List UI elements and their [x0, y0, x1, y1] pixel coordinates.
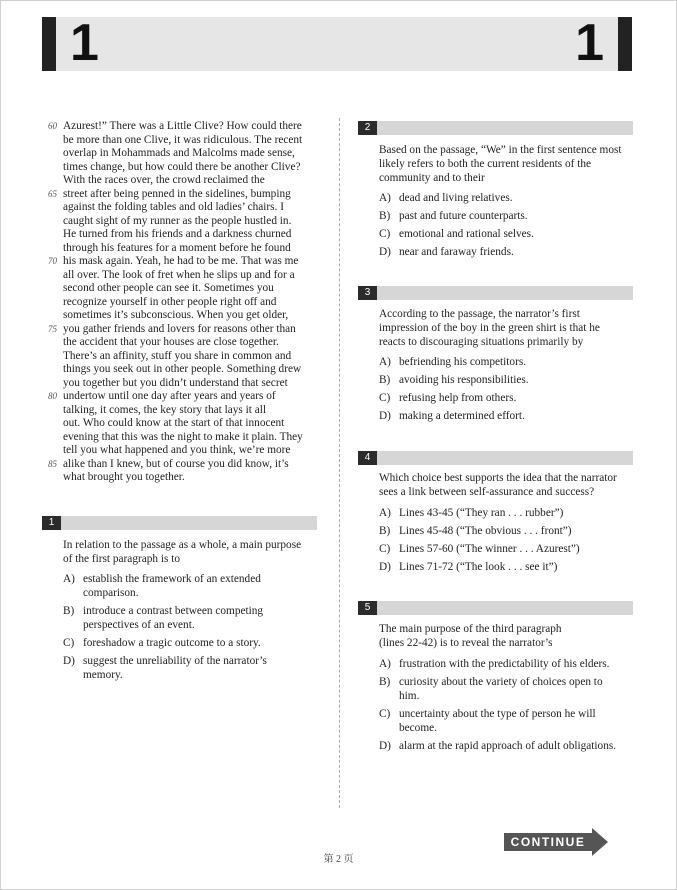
question-2-stem — [379, 143, 644, 185]
question-4-bar — [358, 451, 633, 465]
choice-text: comparison. — [83, 587, 139, 599]
question-5-number: 5 — [358, 601, 377, 615]
line-text: things you seek out in other people. Something drew — [63, 363, 302, 375]
choice-text: frustration with the predictability of his elders. — [399, 658, 610, 670]
answer-choice[interactable] — [379, 409, 644, 423]
line-text: He turned from his friends and a darkness churned — [63, 228, 292, 240]
choice-text: past and future counterparts. — [399, 210, 528, 222]
answer-choice[interactable] — [63, 636, 328, 650]
choice-text: perspectives of an event. — [83, 619, 195, 631]
choice-text: alarm at the rapid approach of adult obligations. — [399, 740, 617, 752]
line-text: second other people can see it. Sometimes you — [63, 282, 274, 294]
choice-letter: B) — [379, 374, 391, 386]
question-2-bar — [358, 121, 633, 135]
line-text: tell you what happened and you think, we’re more — [63, 444, 291, 456]
question-5-bar — [358, 601, 633, 615]
line-text: street after being penned in the sidelines, bumping — [63, 187, 291, 200]
passage-line — [48, 322, 323, 337]
line-number: 85 — [48, 458, 57, 469]
stem-line: of the first paragraph is to — [63, 553, 181, 565]
question-3-bar — [358, 286, 633, 300]
page-number: 第 2 页 — [323, 854, 354, 865]
line-text: through his features for a moment before he found — [63, 241, 291, 254]
choice-letter: D) — [379, 246, 391, 258]
passage-line — [63, 431, 323, 445]
section-number-left: 1 — [70, 14, 99, 72]
choice-letter: B) — [63, 605, 75, 617]
passage-line — [63, 309, 323, 323]
passage-line — [63, 215, 323, 229]
passage-line — [63, 134, 323, 148]
answer-choice[interactable] — [63, 654, 328, 682]
stem-line: Which choice best supports the idea that the narrator — [379, 472, 617, 484]
line-text: out. Who could know at the start of that innocent — [63, 417, 285, 429]
passage-line — [63, 444, 323, 458]
line-text: overlap in Mohammads and Malcolms made sense, — [63, 147, 295, 159]
answer-choice[interactable] — [379, 245, 644, 259]
passage-line — [48, 255, 323, 269]
answer-choice[interactable] — [63, 604, 328, 632]
line-text: against the folding tables and old ladies’ chairs. I — [63, 201, 284, 213]
choice-text: Lines 43-45 (“They ran . . . rubber”) — [399, 507, 564, 519]
choice-letter: D) — [379, 740, 391, 752]
question-5-choices — [379, 657, 644, 757]
stem-line: sees a link between self-assurance and success? — [379, 486, 595, 498]
choice-text: curiosity about the variety of choices open to — [399, 676, 603, 688]
question-3-stem — [379, 307, 644, 349]
question-1-number: 1 — [42, 516, 61, 530]
passage-line — [63, 282, 323, 296]
question-4-number: 4 — [358, 451, 377, 465]
passage-line — [63, 296, 323, 310]
choice-text: refusing help from others. — [399, 392, 517, 404]
line-text: you together but you didn’t understand that secret — [63, 376, 288, 389]
line-text: times change, but how could there be another Clive? — [63, 160, 301, 173]
passage-line — [63, 417, 323, 431]
line-number: 60 — [48, 121, 57, 131]
stem-line: The main purpose of the third paragraph — [379, 623, 562, 635]
answer-choice[interactable] — [379, 209, 644, 223]
line-text: what brought you together. — [63, 471, 185, 483]
choice-letter: B) — [379, 676, 391, 688]
passage-line — [48, 390, 323, 404]
answer-choice[interactable] — [379, 191, 644, 205]
answer-choice[interactable] — [379, 355, 644, 369]
passage-line — [63, 161, 323, 175]
choice-letter: C) — [379, 392, 391, 404]
choice-text: become. — [399, 722, 437, 734]
answer-choice[interactable] — [379, 524, 644, 538]
passage-line — [48, 187, 323, 202]
choice-letter: D) — [379, 561, 391, 573]
passage-line — [63, 269, 323, 283]
passage-line — [48, 120, 323, 134]
answer-choice[interactable] — [379, 707, 644, 735]
passage-line — [63, 336, 323, 350]
passage-line — [48, 457, 323, 472]
line-text: alike than I knew, but of course you did know, it’s — [63, 457, 289, 470]
stem-line: (lines 22-42) is to reveal the narrator’s — [379, 637, 553, 649]
passage-line — [63, 363, 323, 377]
question-2-choices — [379, 191, 644, 263]
choice-text: suggest the unreliability of the narrator’s — [83, 655, 267, 667]
choice-letter: D) — [379, 410, 391, 422]
choice-text: establish the framework of an extended — [83, 573, 261, 585]
continue-label: CONTINUE — [504, 833, 592, 851]
choice-letter: C) — [379, 543, 391, 555]
choice-text: near and faraway friends. — [399, 246, 514, 258]
choice-letter: A) — [379, 356, 391, 368]
choice-letter: D) — [63, 655, 75, 667]
section-number-right: 1 — [575, 14, 604, 72]
choice-text: Lines 57-60 (“The winner . . . Azurest”) — [399, 543, 580, 555]
answer-choice[interactable] — [379, 373, 644, 387]
question-1-bar — [42, 516, 317, 530]
line-text: the accident that your houses are close together. — [63, 336, 279, 348]
line-number: 65 — [48, 188, 57, 199]
question-3-number: 3 — [358, 286, 377, 300]
choice-text: foreshadow a tragic outcome to a story. — [83, 637, 261, 649]
passage-line — [63, 228, 323, 242]
stem-line: impression of the boy in the green shirt is that he — [379, 322, 600, 334]
stem-line: likely refers to both the current residents of the — [379, 158, 592, 170]
choice-letter: A) — [379, 658, 391, 670]
question-4-stem — [379, 471, 644, 499]
section-header — [42, 14, 632, 72]
header-left-bar — [42, 17, 56, 71]
answer-choice[interactable] — [63, 572, 328, 600]
choice-text: dead and living relatives. — [399, 192, 513, 204]
choice-text: making a determined effort. — [399, 410, 525, 422]
passage-line — [63, 404, 323, 418]
choice-text: Lines 71-72 (“The look . . . see it”) — [399, 561, 558, 573]
line-text: There’s an affinity, stuff you share in common and — [63, 349, 292, 362]
choice-letter: A) — [379, 507, 391, 519]
choice-letter: B) — [379, 525, 391, 537]
line-text: talking, it comes, the key story that lays it all — [63, 403, 266, 416]
passage-line — [63, 201, 323, 215]
stem-line: According to the passage, the narrator’s first — [379, 308, 580, 320]
column-divider — [339, 118, 340, 808]
line-text: Azurest!” There was a Little Clive? How could there — [63, 120, 302, 132]
stem-line: Based on the passage, “We” in the first sentence most — [379, 144, 622, 156]
stem-line: reacts to discouraging situations primarily by — [379, 336, 584, 348]
question-1-choices — [63, 572, 328, 686]
stem-line: community and to their — [379, 172, 485, 184]
header-right-bar — [618, 17, 632, 71]
answer-choice[interactable] — [379, 542, 644, 556]
choice-letter: A) — [63, 573, 75, 585]
line-number: 70 — [48, 256, 57, 266]
choice-text: avoiding his responsibilities. — [399, 374, 529, 386]
passage-line — [63, 242, 323, 256]
choice-text: memory. — [83, 669, 123, 681]
answer-choice[interactable] — [379, 739, 644, 753]
choice-letter: C) — [379, 708, 391, 720]
line-text: caught sight of my runner as the people hustled in. — [63, 214, 292, 227]
question-4-choices — [379, 506, 644, 578]
passage-line — [63, 147, 323, 161]
answer-choice[interactable] — [379, 391, 644, 405]
answer-choice[interactable] — [379, 506, 644, 520]
choice-letter: C) — [379, 228, 391, 240]
choice-letter: A) — [379, 192, 391, 204]
choice-text: uncertainty about the type of person he will — [399, 708, 596, 720]
line-text: With the races over, the crowd reclaimed the — [63, 174, 265, 186]
line-text: his mask again. Yeah, he had to be me. That was me — [63, 255, 299, 267]
answer-choice[interactable] — [379, 675, 644, 703]
choice-text: introduce a contrast between competing — [83, 605, 264, 617]
choice-text: befriending his competitors. — [399, 356, 527, 368]
passage-line — [63, 471, 323, 485]
line-text: sometimes it’s subconscious. When you get older, — [63, 309, 289, 321]
choice-text: Lines 45-48 (“The obvious . . . front”) — [399, 525, 572, 537]
stem-line: In relation to the passage as a whole, a main purpose — [63, 539, 302, 551]
answer-choice[interactable] — [379, 227, 644, 241]
passage-line — [63, 377, 323, 391]
question-1-stem — [63, 538, 328, 566]
line-text: you gather friends and lovers for reasons other than — [63, 322, 296, 335]
choice-letter: B) — [379, 210, 391, 222]
question-2-number: 2 — [358, 121, 377, 135]
question-3-choices — [379, 355, 644, 427]
answer-choice[interactable] — [379, 560, 644, 574]
choice-text: him. — [399, 690, 420, 702]
line-text: undertow until one day after years and years of — [63, 390, 276, 402]
passage-line — [63, 350, 323, 364]
line-number: 75 — [48, 323, 57, 334]
choice-letter: C) — [63, 637, 75, 649]
line-text: be more than one Clive, it was ridiculous. The recent — [63, 133, 303, 146]
line-text: evening that this was the night to make it plain. They — [63, 430, 303, 443]
passage-line — [63, 174, 323, 188]
choice-text: emotional and rational selves. — [399, 228, 534, 240]
line-text: recognize yourself in other people right off and — [63, 295, 277, 308]
passage-text — [48, 120, 323, 485]
answer-choice[interactable] — [379, 657, 644, 671]
line-text: all over. The look of fret when he slips up and for a — [63, 268, 295, 281]
line-number: 80 — [48, 391, 57, 401]
question-5-stem — [379, 622, 644, 650]
